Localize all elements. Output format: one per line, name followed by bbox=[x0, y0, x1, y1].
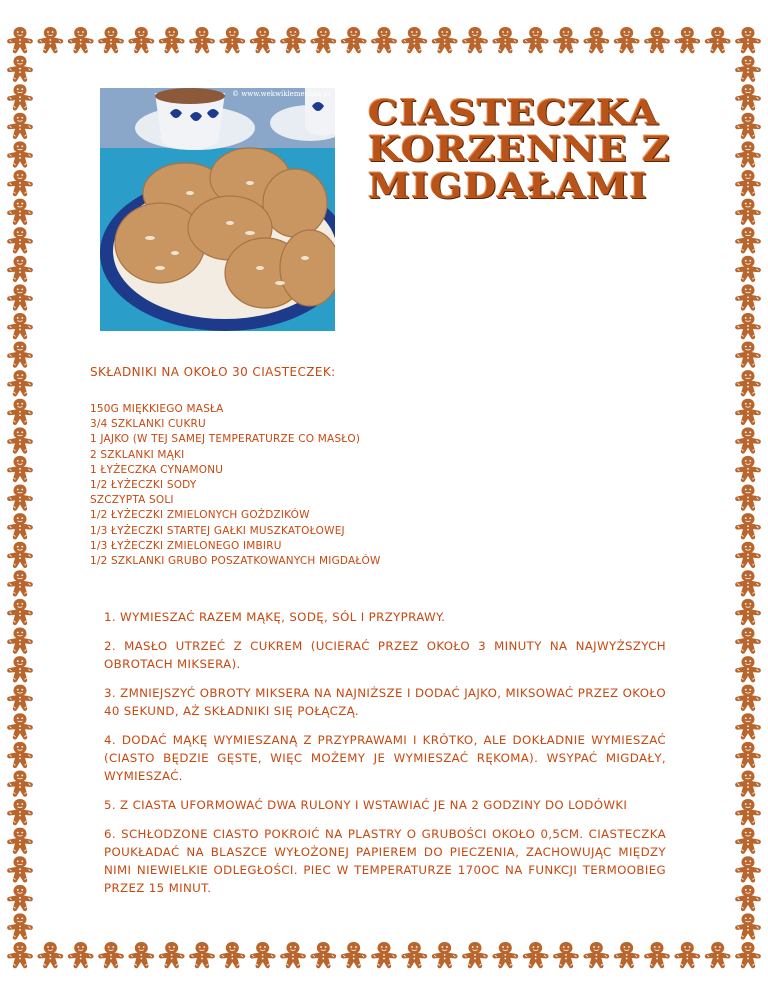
gingerbread-man-icon bbox=[37, 27, 63, 53]
gingerbread-man-icon bbox=[371, 27, 397, 53]
gingerbread-man-icon bbox=[7, 828, 33, 854]
gingerbread-man-icon bbox=[219, 942, 245, 968]
ingredient-item: 1 ŁYŻECZKA CYNAMONU bbox=[90, 463, 224, 476]
gingerbread-man-icon bbox=[735, 627, 761, 653]
gingerbread-man-icon bbox=[7, 742, 33, 768]
gingerbread-man-icon bbox=[735, 599, 761, 625]
gingerbread-man-icon bbox=[735, 227, 761, 253]
gingerbread-man-icon bbox=[7, 284, 33, 310]
gingerbread-man-icon bbox=[7, 656, 33, 682]
gingerbread-man-icon bbox=[492, 27, 518, 53]
gingerbread-man-icon bbox=[705, 27, 731, 53]
gingerbread-man-icon bbox=[7, 56, 33, 82]
gingerbread-man-icon bbox=[7, 370, 33, 396]
gingerbread-man-icon bbox=[705, 942, 731, 968]
gingerbread-man-icon bbox=[583, 27, 609, 53]
gingerbread-man-icon bbox=[7, 570, 33, 596]
gingerbread-man-icon bbox=[735, 856, 761, 882]
gingerbread-man-icon bbox=[735, 456, 761, 482]
gingerbread-man-icon bbox=[735, 485, 761, 511]
gingerbread-man-icon bbox=[7, 485, 33, 511]
gingerbread-man-icon bbox=[7, 141, 33, 167]
gingerbread-man-icon bbox=[644, 942, 670, 968]
step-item: 3. ZMNIEJSZYĆ OBROTY MIKSERA NA NAJNIŻSZE I DODAĆ JAJKO, MIKSOWAĆ PRZEZ OKOŁO 40 SEKUND, AŻ SKŁADNIKI SIĘ POŁĄCZĄ. bbox=[104, 686, 666, 718]
gingerbread-man-icon bbox=[128, 942, 154, 968]
gingerbread-man-icon bbox=[310, 27, 336, 53]
gingerbread-man-icon bbox=[735, 170, 761, 196]
gingerbread-man-icon bbox=[614, 27, 640, 53]
gingerbread-man-icon bbox=[735, 284, 761, 310]
gingerbread-man-icon bbox=[735, 570, 761, 596]
gingerbread-man-icon bbox=[735, 885, 761, 911]
gingerbread-man-icon bbox=[7, 199, 33, 225]
gingerbread-man-icon bbox=[674, 27, 700, 53]
gingerbread-man-icon bbox=[735, 199, 761, 225]
gingerbread-man-icon bbox=[7, 942, 33, 968]
gingerbread-man-icon bbox=[128, 27, 154, 53]
gingerbread-man-icon bbox=[7, 256, 33, 282]
gingerbread-man-icon bbox=[614, 942, 640, 968]
gingerbread-man-icon bbox=[735, 113, 761, 139]
gingerbread-man-icon bbox=[341, 942, 367, 968]
gingerbread-man-icon bbox=[159, 27, 185, 53]
gingerbread-man-icon bbox=[68, 942, 94, 968]
gingerbread-man-icon bbox=[7, 84, 33, 110]
gingerbread-man-icon bbox=[371, 942, 397, 968]
gingerbread-man-icon bbox=[735, 942, 761, 968]
ingredient-item: 1 JAJKO (W TEJ SAMEJ TEMPERATURZE CO MASŁO) bbox=[90, 433, 361, 446]
recipe-title: CIASTECZKA KORZENNE Z MIGDAŁAMI bbox=[368, 91, 671, 207]
step-item: 1. WYMIESZAĆ RAZEM MĄKĘ, SODĘ, SÓL I PRZYPRAWY. bbox=[104, 610, 446, 624]
gingerbread-man-icon bbox=[735, 56, 761, 82]
gingerbread-man-icon bbox=[7, 856, 33, 882]
gingerbread-man-icon bbox=[553, 942, 579, 968]
gingerbread-man-icon bbox=[735, 27, 761, 53]
photo-watermark: © www.wekwiklemenska.pl bbox=[232, 90, 331, 98]
gingerbread-man-icon bbox=[7, 685, 33, 711]
gingerbread-man-icon bbox=[7, 27, 33, 53]
gingerbread-man-icon bbox=[735, 427, 761, 453]
gingerbread-man-icon bbox=[735, 713, 761, 739]
gingerbread-man-icon bbox=[98, 27, 124, 53]
gingerbread-man-icon bbox=[735, 828, 761, 854]
gingerbread-man-icon bbox=[735, 370, 761, 396]
gingerbread-man-icon bbox=[735, 141, 761, 167]
gingerbread-man-icon bbox=[7, 913, 33, 939]
gingerbread-man-icon bbox=[7, 399, 33, 425]
gingerbread-man-icon bbox=[250, 27, 276, 53]
gingerbread-man-icon bbox=[7, 313, 33, 339]
gingerbread-man-icon bbox=[735, 342, 761, 368]
step-item: 5. Z CIASTA UFORMOWAĆ DWA RULONY I WSTAWIAĆ JE NA 2 GODZINY DO LODÓWKI bbox=[104, 798, 628, 812]
gingerbread-man-icon bbox=[7, 713, 33, 739]
gingerbread-man-icon bbox=[189, 27, 215, 53]
gingerbread-man-icon bbox=[735, 84, 761, 110]
gingerbread-man-icon bbox=[583, 942, 609, 968]
gingerbread-man-icon bbox=[735, 256, 761, 282]
step-item: 2. MASŁO UTRZEĆ Z CUKREM (UCIERAĆ PRZEZ OKOŁO 3 MINUTY NA NAJWYŻSZYCH OBROTACH MIKSERA). bbox=[104, 639, 666, 671]
ingredient-item: 150G MIĘKKIEGO MASŁA bbox=[90, 403, 224, 415]
step-item: 6. SCHŁODZONE CIASTO POKROIĆ NA PLASTRY O GRUBOŚCI OKOŁO 0,5CM. CIASTECZKA POUKŁADAĆ NA BLASZCE WYŁOŻONEJ PAPIEREM DO PIECZENIA, ZACHOWUJĄC MIĘDZY NIMI NIEWIELKIE ODLEGŁOŚCI. PIEC W TEMPERATURZE 170OC NA FUNKCJI TERMOOBIEG PRZEZ 15 MINUT. bbox=[104, 827, 666, 895]
ingredient-item: 2 SZKLANKI MĄKI bbox=[90, 448, 185, 461]
gingerbread-man-icon bbox=[280, 942, 306, 968]
gingerbread-man-icon bbox=[735, 742, 761, 768]
gingerbread-man-icon bbox=[644, 27, 670, 53]
gingerbread-man-icon bbox=[462, 27, 488, 53]
cookies-photo bbox=[100, 88, 335, 331]
gingerbread-man-icon bbox=[735, 542, 761, 568]
gingerbread-man-icon bbox=[310, 942, 336, 968]
gingerbread-man-icon bbox=[735, 913, 761, 939]
gingerbread-man-icon bbox=[341, 27, 367, 53]
gingerbread-man-icon bbox=[523, 942, 549, 968]
ingredient-item: 1/2 ŁYŻECZKI SODY bbox=[90, 479, 197, 492]
gingerbread-man-icon bbox=[7, 170, 33, 196]
gingerbread-man-icon bbox=[735, 770, 761, 796]
gingerbread-man-icon bbox=[7, 770, 33, 796]
gingerbread-man-icon bbox=[98, 942, 124, 968]
gingerbread-man-icon bbox=[7, 885, 33, 911]
gingerbread-man-icon bbox=[401, 942, 427, 968]
gingerbread-man-icon bbox=[7, 456, 33, 482]
gingerbread-man-icon bbox=[735, 685, 761, 711]
ingredient-item: 1/2 SZKLANKI GRUBO POSZATKOWANYCH MIGDAŁÓW bbox=[90, 555, 381, 568]
gingerbread-man-icon bbox=[674, 942, 700, 968]
gingerbread-man-icon bbox=[7, 627, 33, 653]
gingerbread-man-icon bbox=[735, 513, 761, 539]
gingerbread-man-icon bbox=[735, 799, 761, 825]
gingerbread-man-icon bbox=[7, 513, 33, 539]
steps-list bbox=[104, 608, 666, 908]
gingerbread-man-icon bbox=[553, 27, 579, 53]
gingerbread-man-icon bbox=[432, 942, 458, 968]
ingredient-item: 3/4 SZKLANKI CUKRU bbox=[90, 418, 206, 431]
step-item: 4. DODAĆ MĄKĘ WYMIESZANĄ Z PRZYPRAWAMI I KRÓTKO, ALE DOKŁADNIE WYMIESZAĆ (CIASTO BĘDZIE GĘSTE, WIĘC MOŻEMY JE WYMIESZAĆ RĘKOMA). WSYPAĆ MIGDAŁY, WYMIESZAĆ. bbox=[104, 733, 666, 783]
ingredient-item: 1/3 ŁYŻECZKI ZMIELONEGO IMBIRU bbox=[90, 539, 282, 552]
ingredients-header: SKŁADNIKI NA OKOŁO 30 CIASTECZEK: bbox=[90, 365, 336, 379]
gingerbread-man-icon bbox=[523, 27, 549, 53]
ingredient-item: SZCZYPTA SOLI bbox=[90, 494, 174, 507]
gingerbread-man-icon bbox=[219, 27, 245, 53]
gingerbread-man-icon bbox=[735, 313, 761, 339]
gingerbread-man-icon bbox=[7, 599, 33, 625]
ingredient-item: 1/3 ŁYŻECZKI STARTEJ GAŁKI MUSZKATOŁOWEJ bbox=[90, 524, 345, 537]
gingerbread-man-icon bbox=[37, 942, 63, 968]
gingerbread-man-icon bbox=[7, 227, 33, 253]
gingerbread-man-icon bbox=[7, 427, 33, 453]
ingredient-item: 1/2 ŁYŻECZKI ZMIELONYCH GOŹDZIKÓW bbox=[90, 509, 310, 522]
gingerbread-man-icon bbox=[189, 942, 215, 968]
gingerbread-man-icon bbox=[432, 27, 458, 53]
gingerbread-man-icon bbox=[401, 27, 427, 53]
gingerbread-man-icon bbox=[7, 342, 33, 368]
gingerbread-man-icon bbox=[68, 27, 94, 53]
ingredients-list bbox=[90, 402, 650, 569]
gingerbread-man-icon bbox=[735, 399, 761, 425]
gingerbread-man-icon bbox=[492, 942, 518, 968]
gingerbread-man-icon bbox=[280, 27, 306, 53]
gingerbread-man-icon bbox=[250, 942, 276, 968]
gingerbread-man-icon bbox=[7, 542, 33, 568]
gingerbread-man-icon bbox=[159, 942, 185, 968]
gingerbread-man-icon bbox=[462, 942, 488, 968]
gingerbread-man-icon bbox=[7, 113, 33, 139]
gingerbread-man-icon bbox=[735, 656, 761, 682]
gingerbread-man-icon bbox=[7, 799, 33, 825]
